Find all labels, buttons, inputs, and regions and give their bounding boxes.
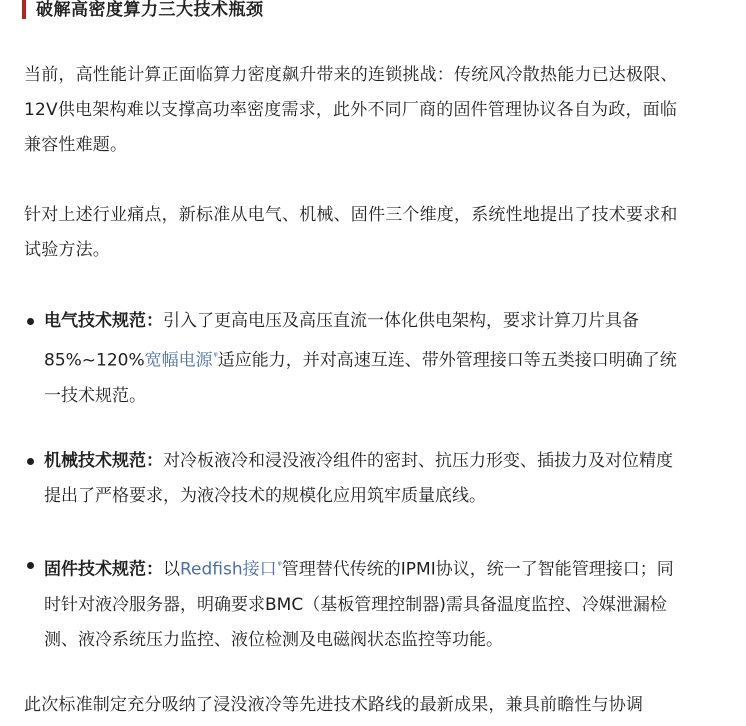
list-item-mechanical — [24, 444, 688, 514]
section-accent-bar — [22, 0, 26, 19]
bullet-text: 对冷板液冷和浸没液冷组件的密封、抗压力形变、插拔力及对位精度提出了严格要求，为液冷技术的规模化应用筑牢质量底线。 — [44, 451, 673, 506]
bullet-term: 固件技术规范： — [44, 559, 163, 580]
search-icon[interactable]: ᵠ — [277, 560, 282, 571]
list-item-firmware — [24, 548, 688, 658]
bullet-dot — [27, 318, 34, 325]
bullet-dot — [27, 458, 34, 465]
bullet-dot — [27, 562, 34, 569]
section-header — [22, 0, 264, 22]
link-wide-range-power[interactable]: 宽幅电源 — [144, 350, 213, 371]
link-redfish-interface[interactable]: Redfish接口 — [180, 559, 277, 580]
bullet-text: 适应能力，并对高速互连、带外管理接口等五类接口明确了统一技术规范。 — [44, 350, 677, 406]
bullet-term: 电气技术规范： — [44, 311, 163, 331]
intro-paragraph: 当前，高性能计算正面临算力密度飙升带来的连锁挑战：传统风冷散热能力已达极限、12V供电架构难以支撑高功率密度需求，此外不同厂商的固件管理协议各自为政，面临兼容性难题。 — [24, 65, 678, 155]
conclusion-paragraph: 此次标准制定充分吸纳了浸没液冷等先进技术路线的最新成果，兼具前瞻性与协调 — [24, 695, 644, 715]
list-item-electrical — [24, 304, 688, 414]
section-title: 破解高密度算力三大技术瓶颈 — [36, 0, 264, 20]
approach-paragraph: 针对上述行业痛点，新标准从电气、机械、固件三个维度，系统性地提出了技术要求和试验方法。 — [24, 205, 678, 260]
bullet-text: 引入了更高电压及高压直流一体化供电架构，要求计算刀片具备85%~120% — [44, 311, 639, 371]
bullet-term: 机械技术规范： — [44, 451, 163, 471]
search-icon[interactable]: ᵠ — [213, 351, 218, 362]
bullet-text: 管理替代传统的IPMI协议，统一了智能管理接口；同时针对液冷服务器，明确要求BMC（基板管理控制器)需具备温度监控、冷媒泄漏检测、液冷系统压力监控、液位检测及电磁阀状态监控等功能。 — [44, 559, 674, 650]
bullet-text: 以 — [163, 559, 180, 580]
